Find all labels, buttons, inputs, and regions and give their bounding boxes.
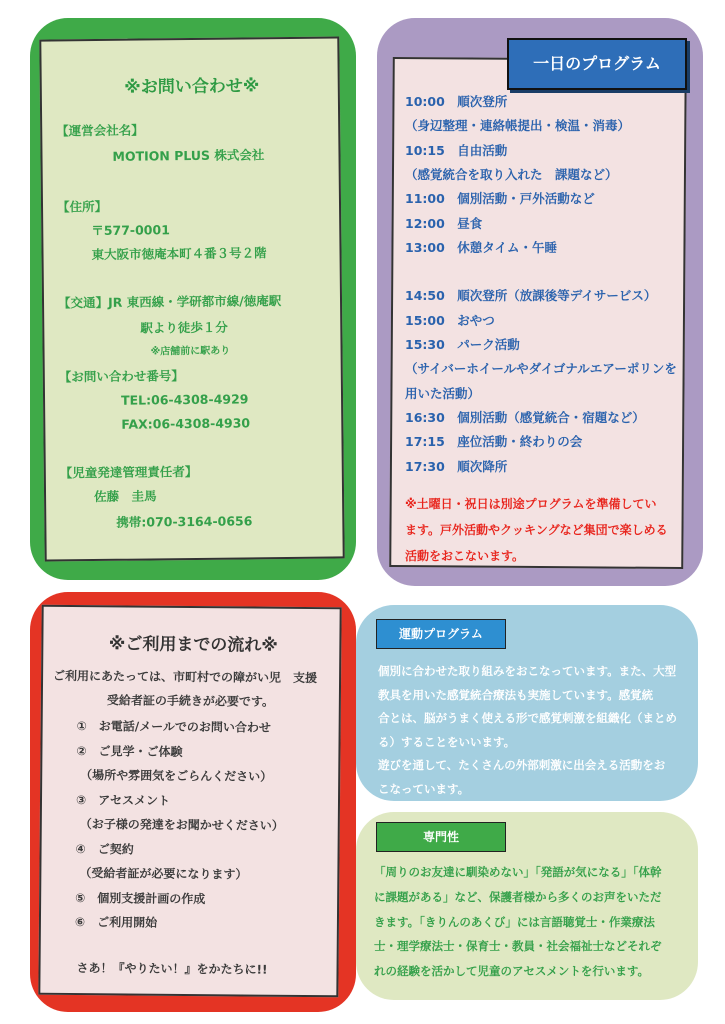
text-line: （サイバーホイールやダイゴナルエアーポリンを xyxy=(405,361,677,377)
text-line: 17:30 順次降所 xyxy=(405,458,508,474)
exercise-title: 運動プログラム xyxy=(376,619,506,649)
fax-number: FAX:06-4308-4930 xyxy=(121,415,251,432)
text-line: （受給者証が必要になります） xyxy=(79,866,248,882)
text-line: に課題がある」など、保護者様から多くのお声をいただ xyxy=(374,889,662,904)
text-line: ます。戸外活動やクッキングなど集団で楽しめる xyxy=(405,523,668,537)
company-label: 【運営会社名】 xyxy=(56,122,144,139)
text-line: 17:15 座位活動・終わりの会 xyxy=(405,434,583,450)
text-line: 教具を用いた感覚統合療法も実施しています。感覚統 xyxy=(378,687,654,702)
text-line: （場所や雰囲気をごらんください） xyxy=(80,768,273,784)
flow-closing: さあ！『やりたい！』をかたちに!! xyxy=(76,961,268,977)
text-line: ③ アセスメント xyxy=(75,792,171,808)
text-line: 13:00 休憩タイム・午睡 xyxy=(405,239,558,255)
manager-label: 【児童発達管理責任者】 xyxy=(59,463,198,481)
text-line: 用いた活動） xyxy=(405,385,481,401)
text-line: 活動をおこないます。 xyxy=(405,549,525,563)
specialty-title: 専門性 xyxy=(376,822,506,852)
text-line: （お子様の発達をお聞かせください） xyxy=(79,817,284,833)
postal-code: 〒577-0001 xyxy=(91,222,170,239)
text-line: る）することをいいます。 xyxy=(378,734,516,749)
address: 東大阪市徳庵本町４番３号２階 xyxy=(91,245,267,263)
text-line: きます。「きりんのあくび」には言語聴覚士・作業療法 xyxy=(374,914,655,929)
address-label: 【住所】 xyxy=(56,198,108,215)
contact-paper xyxy=(39,36,344,561)
text-line: 11:00 個別活動・戸外活動など xyxy=(405,191,595,207)
text-line: 16:30 個別活動（感覚統合・宿題など） xyxy=(405,409,645,425)
text-line: 個別に合わせた取り組みをおこなっています。また、大型 xyxy=(378,664,677,678)
access-label: 【交通】JR 東西線・学研都市線/徳庵駅 xyxy=(57,293,282,311)
text-line: 15:00 おやつ xyxy=(405,312,495,328)
text-line: 15:30 パーク活動 xyxy=(405,337,520,352)
access-walk: 駅より徒歩１分 xyxy=(140,319,228,336)
mobile-number[interactable]: 携帯:070-3164-0656 xyxy=(116,513,253,530)
text-line: ⑥ ご利用開始 xyxy=(74,915,158,930)
text-line: ② ご見学・ご体験 xyxy=(76,743,183,759)
contact-title: ※お問い合わせ※ xyxy=(124,76,260,98)
flow-paper xyxy=(38,605,341,998)
text-line: 10:00 順次登所 xyxy=(405,94,508,109)
manager-name: 佐藤 圭馬 xyxy=(93,488,157,505)
access-note: ※店舗前に駅あり xyxy=(150,345,231,358)
flow-panel xyxy=(30,592,356,1012)
text-line: ⑤ 個別支援計画の作成 xyxy=(75,890,206,906)
text-line: 遊びを通して、たくさんの外部刺激に出会える活動をお xyxy=(378,758,666,772)
program-panel xyxy=(377,18,703,586)
text-line: （身辺整理・連絡帳提出・検温・消毒） xyxy=(405,118,631,134)
text-line: 10:15 自由活動 xyxy=(405,142,508,158)
text-line: れの経験を活かして児童のアセスメントを行います。 xyxy=(374,964,649,979)
text-line: ※土曜日・祝日は別途プログラムを準備してい xyxy=(405,497,657,511)
exercise-panel xyxy=(356,605,698,801)
text-line: ① お電話/メールでのお問い合わせ xyxy=(76,719,272,735)
specialty-panel xyxy=(356,812,698,1000)
text-line: こなっています。 xyxy=(378,781,470,796)
text-line: 12:00 昼食 xyxy=(405,215,483,231)
tel-number[interactable]: TEL:06-4308-4929 xyxy=(120,391,249,408)
flow-title: ※ご利用までの流れ※ xyxy=(108,634,278,656)
company-name: MOTION PLUS 株式会社 xyxy=(112,147,265,164)
contact-panel xyxy=(30,18,356,580)
program-title: 一日のプログラム xyxy=(507,38,687,90)
flow-intro-2: 受給者証の手続きが必要です。 xyxy=(106,693,274,709)
text-line: ④ ご契約 xyxy=(75,841,134,857)
text-line: 「周りのお友達に馴染めない」「発語が気になる」「体幹 xyxy=(374,865,662,879)
text-line: 士・理学療法士・保育士・教員・社会福祉士などそれぞ xyxy=(374,939,662,954)
text-line: （感覚統合を取り入れた 課題など） xyxy=(405,166,618,182)
text-line: 合とは、脳がうまく使える形で感覚刺激を組織化（まとめ xyxy=(378,711,677,725)
phone-label: 【お問い合わせ番号】 xyxy=(58,368,184,385)
flow-intro-1: ご利用にあたっては、市町村での障がい児 支援 xyxy=(53,668,318,686)
text-line: 14:50 順次登所（放課後等デイサービス） xyxy=(405,288,657,304)
